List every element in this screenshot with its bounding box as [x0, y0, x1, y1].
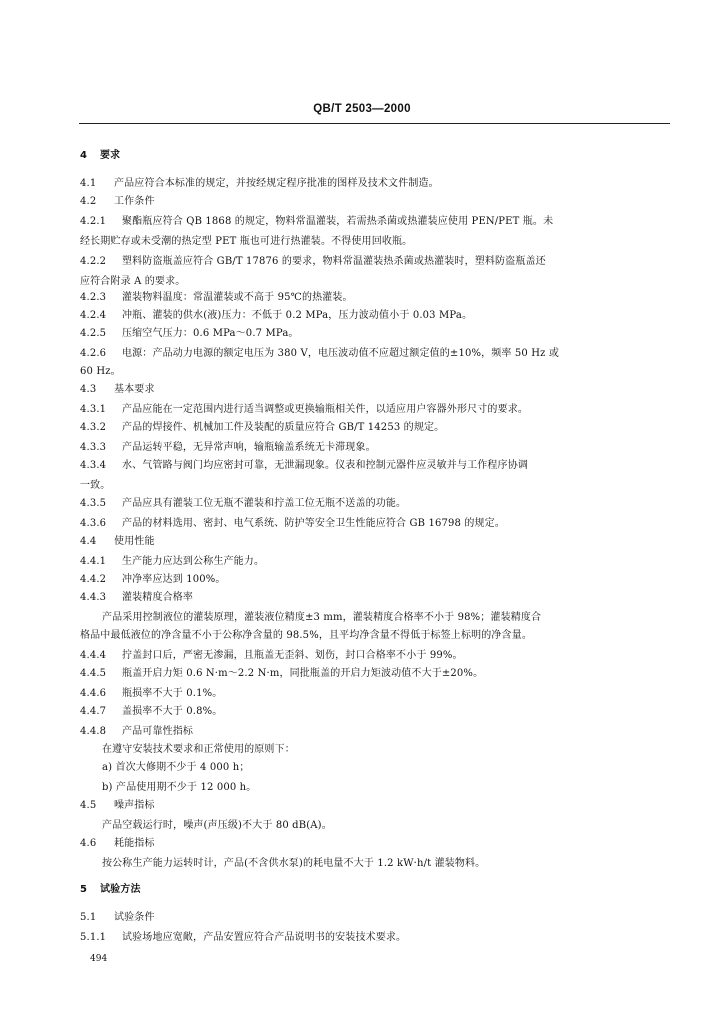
continuation-line: [102, 820, 332, 832]
clause-4-4: [80, 536, 155, 548]
clause-4-2-3: [80, 292, 353, 304]
clause-text: 瓶盖开启力矩 0.6 N·m～2.2 N·m，同批瓶盖的开启力矩波动值不大于±20%。: [122, 668, 484, 679]
clause-5: [80, 884, 141, 896]
clause-number: 4.6: [80, 838, 97, 849]
clause-text: 基本要求: [114, 384, 155, 395]
continuation-line: [80, 366, 121, 378]
clause-number: 5.1: [80, 912, 97, 923]
clause-text: 生产能力应达到公称生产能力。: [122, 556, 265, 567]
clause-number: 5.1.1: [80, 932, 107, 943]
clause-4-3-1: [80, 404, 528, 416]
clause-text: 使用性能: [114, 536, 155, 547]
clause-text: 产品应符合本标准的规定，并按经规定程序批准的图样及技术文件制造。: [114, 178, 439, 189]
clause-number: 4.5: [80, 800, 97, 811]
clause-number: 4.2.6: [80, 348, 107, 359]
clause-text: a) 首次大修期不少于 4 000 h；: [102, 762, 250, 773]
clause-text: 产品运转平稳，无异常声响，输瓶输盖系统无卡滞现象。: [122, 442, 376, 453]
clause-number: 5: [80, 884, 88, 895]
clause-4-3: [80, 384, 155, 396]
clause-text: 经长期贮存或未受潮的热定型 PET 瓶也可进行热灌装。不得使用回收瓶。: [80, 236, 413, 247]
clause-5-1-1: [80, 932, 406, 944]
clause-number: 4.2.4: [80, 310, 107, 321]
clause-text: 噪声指标: [114, 800, 155, 811]
clause-number: 4.2.5: [80, 328, 107, 339]
clause-text: 拧盖封口后，严密无渗漏，且瓶盖无歪斜、划伤，封口合格率不小于 99%。: [122, 650, 463, 661]
clause-4-2-1: [80, 216, 553, 228]
clause-4-2-5: [80, 328, 299, 340]
clause-number: 4.2: [80, 196, 97, 207]
clause-number: 4.2.1: [80, 216, 107, 227]
clause-4-4-2: [80, 574, 226, 586]
page-number: 494: [90, 954, 108, 964]
continuation-line: [102, 744, 295, 756]
continuation-line: [80, 236, 412, 248]
clause-text: 试验条件: [114, 912, 155, 923]
clause-number: 4: [80, 150, 88, 161]
clause-number: 4.4.6: [80, 688, 107, 699]
clause-4-2-4: [80, 310, 472, 322]
clause-4-4-7: [80, 706, 222, 718]
clause-text: 格品中最低液位的净含量不小于公称净含量的 98.5%，且平均净含量不得低于标签上标明的净含量。: [80, 630, 532, 641]
clause-text: 灌装精度合格率: [122, 592, 194, 603]
clause-text: 一致。: [80, 480, 111, 491]
clause-number: 4.2.2: [80, 256, 107, 267]
continuation-line: [102, 612, 541, 624]
clause-text: 聚酯瓶应符合 QB 1868 的规定，物料常温灌装，若需热杀菌或热灌装应使用 PEN/PET 瓶。未: [122, 216, 554, 227]
header-rule: [79, 123, 670, 124]
clause-text: 灌装物料温度：常温灌装或不高于 95℃的热灌装。: [122, 292, 353, 303]
clause-4-1: [80, 178, 439, 190]
standard-code-header: QB/T 2503—2000: [313, 103, 411, 115]
clause-4-2: [80, 196, 155, 208]
clause-text: 耗能指标: [114, 838, 155, 849]
clause-text: 压缩空气压力：0.6 MPa～0.7 MPa。: [122, 328, 299, 339]
clause-text: 在遵守安装技术要求和正常使用的原则下：: [102, 744, 295, 755]
clause-text: 电源：产品动力电源的额定电压为 380 V，电压波动值不应超过额定值的±10%，频率 50 Hz 或: [122, 348, 560, 359]
clause-4-3-2: [80, 422, 444, 434]
clause-number: 4.4.7: [80, 706, 107, 717]
clause-number: 4.2.3: [80, 292, 107, 303]
clause-4-4-3: [80, 592, 193, 604]
continuation-line: [102, 762, 249, 774]
clause-number: 4.3.3: [80, 442, 107, 453]
clause-5-1: [80, 912, 155, 924]
clause-4-6: [80, 838, 155, 850]
clause-text: 水、气管路与阀门均应密封可靠，无泄漏现象。仪表和控制元器件应灵敏并与工作程序协调: [122, 460, 528, 471]
clause-text: 产品应能在一定范围内进行适当调整或更换输瓶相关件，以适应用户容器外形尺寸的要求。: [122, 404, 528, 415]
clause-4-2-6: [80, 348, 559, 360]
continuation-line: [102, 782, 256, 794]
clause-number: 4.3.4: [80, 460, 107, 471]
clause-4-3-3: [80, 442, 376, 454]
clause-text: 工作条件: [114, 196, 155, 207]
continuation-line: [80, 480, 110, 492]
clause-4-4-4: [80, 650, 463, 662]
clause-text: 试验方法: [100, 884, 141, 895]
clause-text: 产品采用控制液位的灌装原理，灌装液位精度±3 mm，灌装精度合格率不小于 98%；灌装精度合: [102, 612, 542, 623]
clause-text: 盖损率不大于 0.8%。: [122, 706, 223, 717]
clause-4-5: [80, 800, 155, 812]
clause-4-2-2: [80, 256, 546, 268]
clause-4-3-6: [80, 518, 505, 530]
clause-text: 试验场地应宽敞，产品安置应符合产品说明书的安装技术要求。: [122, 932, 407, 943]
clause-text: b) 产品使用期不少于 12 000 h。: [102, 782, 257, 793]
clause-number: 4.4.8: [80, 726, 107, 737]
clause-text: 产品可靠性指标: [122, 726, 194, 737]
clause-number: 4.1: [80, 178, 97, 189]
clause-text: 产品的材料选用、密封、电气系统、防护等安全卫生性能应符合 GB 16798 的规定。: [122, 518, 505, 529]
clause-number: 4.3.2: [80, 422, 107, 433]
clause-text: 瓶损率不大于 0.1%。: [122, 688, 223, 699]
clause-4-3-4: [80, 460, 528, 472]
clause-number: 4.4.4: [80, 650, 107, 661]
clause-number: 4.3: [80, 384, 97, 395]
clause-text: 产品空载运行时，噪声(声压级)不大于 80 dB(A)。: [102, 820, 332, 831]
clause-4-4-5: [80, 668, 483, 680]
clause-text: 应符合附录 A 的要求。: [80, 276, 186, 287]
clause-text: 塑料防盗瓶盖应符合 GB/T 17876 的要求，物料常温灌装热杀菌或热灌装时，塑料防盗瓶盖还: [122, 256, 546, 267]
clause-4-4-1: [80, 556, 264, 568]
clause-text: 要求: [100, 150, 121, 161]
clause-number: 4.4.2: [80, 574, 107, 585]
continuation-line: [80, 630, 532, 642]
clause-number: 4.4.5: [80, 668, 107, 679]
clause-number: 4.3.6: [80, 518, 107, 529]
clause-text: 产品的焊接件、机械加工件及装配的质量应符合 GB/T 14253 的规定。: [122, 422, 445, 433]
clause-text: 60 Hz。: [80, 366, 121, 377]
clause-number: 4.4.3: [80, 592, 107, 603]
clause-number: 4.4.1: [80, 556, 107, 567]
clause-4-4-8: [80, 726, 193, 738]
clause-4-3-5: [80, 498, 406, 510]
clause-number: 4.3.1: [80, 404, 107, 415]
clause-4-4-6: [80, 688, 222, 700]
clause-text: 冲净率应达到 100%。: [122, 574, 226, 585]
clause-number: 4.4: [80, 536, 97, 547]
clause-text: 冲瓶、灌装的供水(液)压力：不低于 0.2 MPa，压力波动值小于 0.03 MPa。: [122, 310, 473, 321]
continuation-line: [80, 276, 185, 288]
clause-number: 4.3.5: [80, 498, 107, 509]
clause-4: [80, 150, 120, 162]
continuation-line: [102, 858, 485, 870]
clause-text: 产品应具有灌装工位无瓶不灌装和拧盖工位无瓶不送盖的功能。: [122, 498, 407, 509]
clause-text: 按公称生产能力运转时计，产品(不含供水泵)的耗电量不大于 1.2 kW·h/t 灌装物料。: [102, 858, 486, 869]
